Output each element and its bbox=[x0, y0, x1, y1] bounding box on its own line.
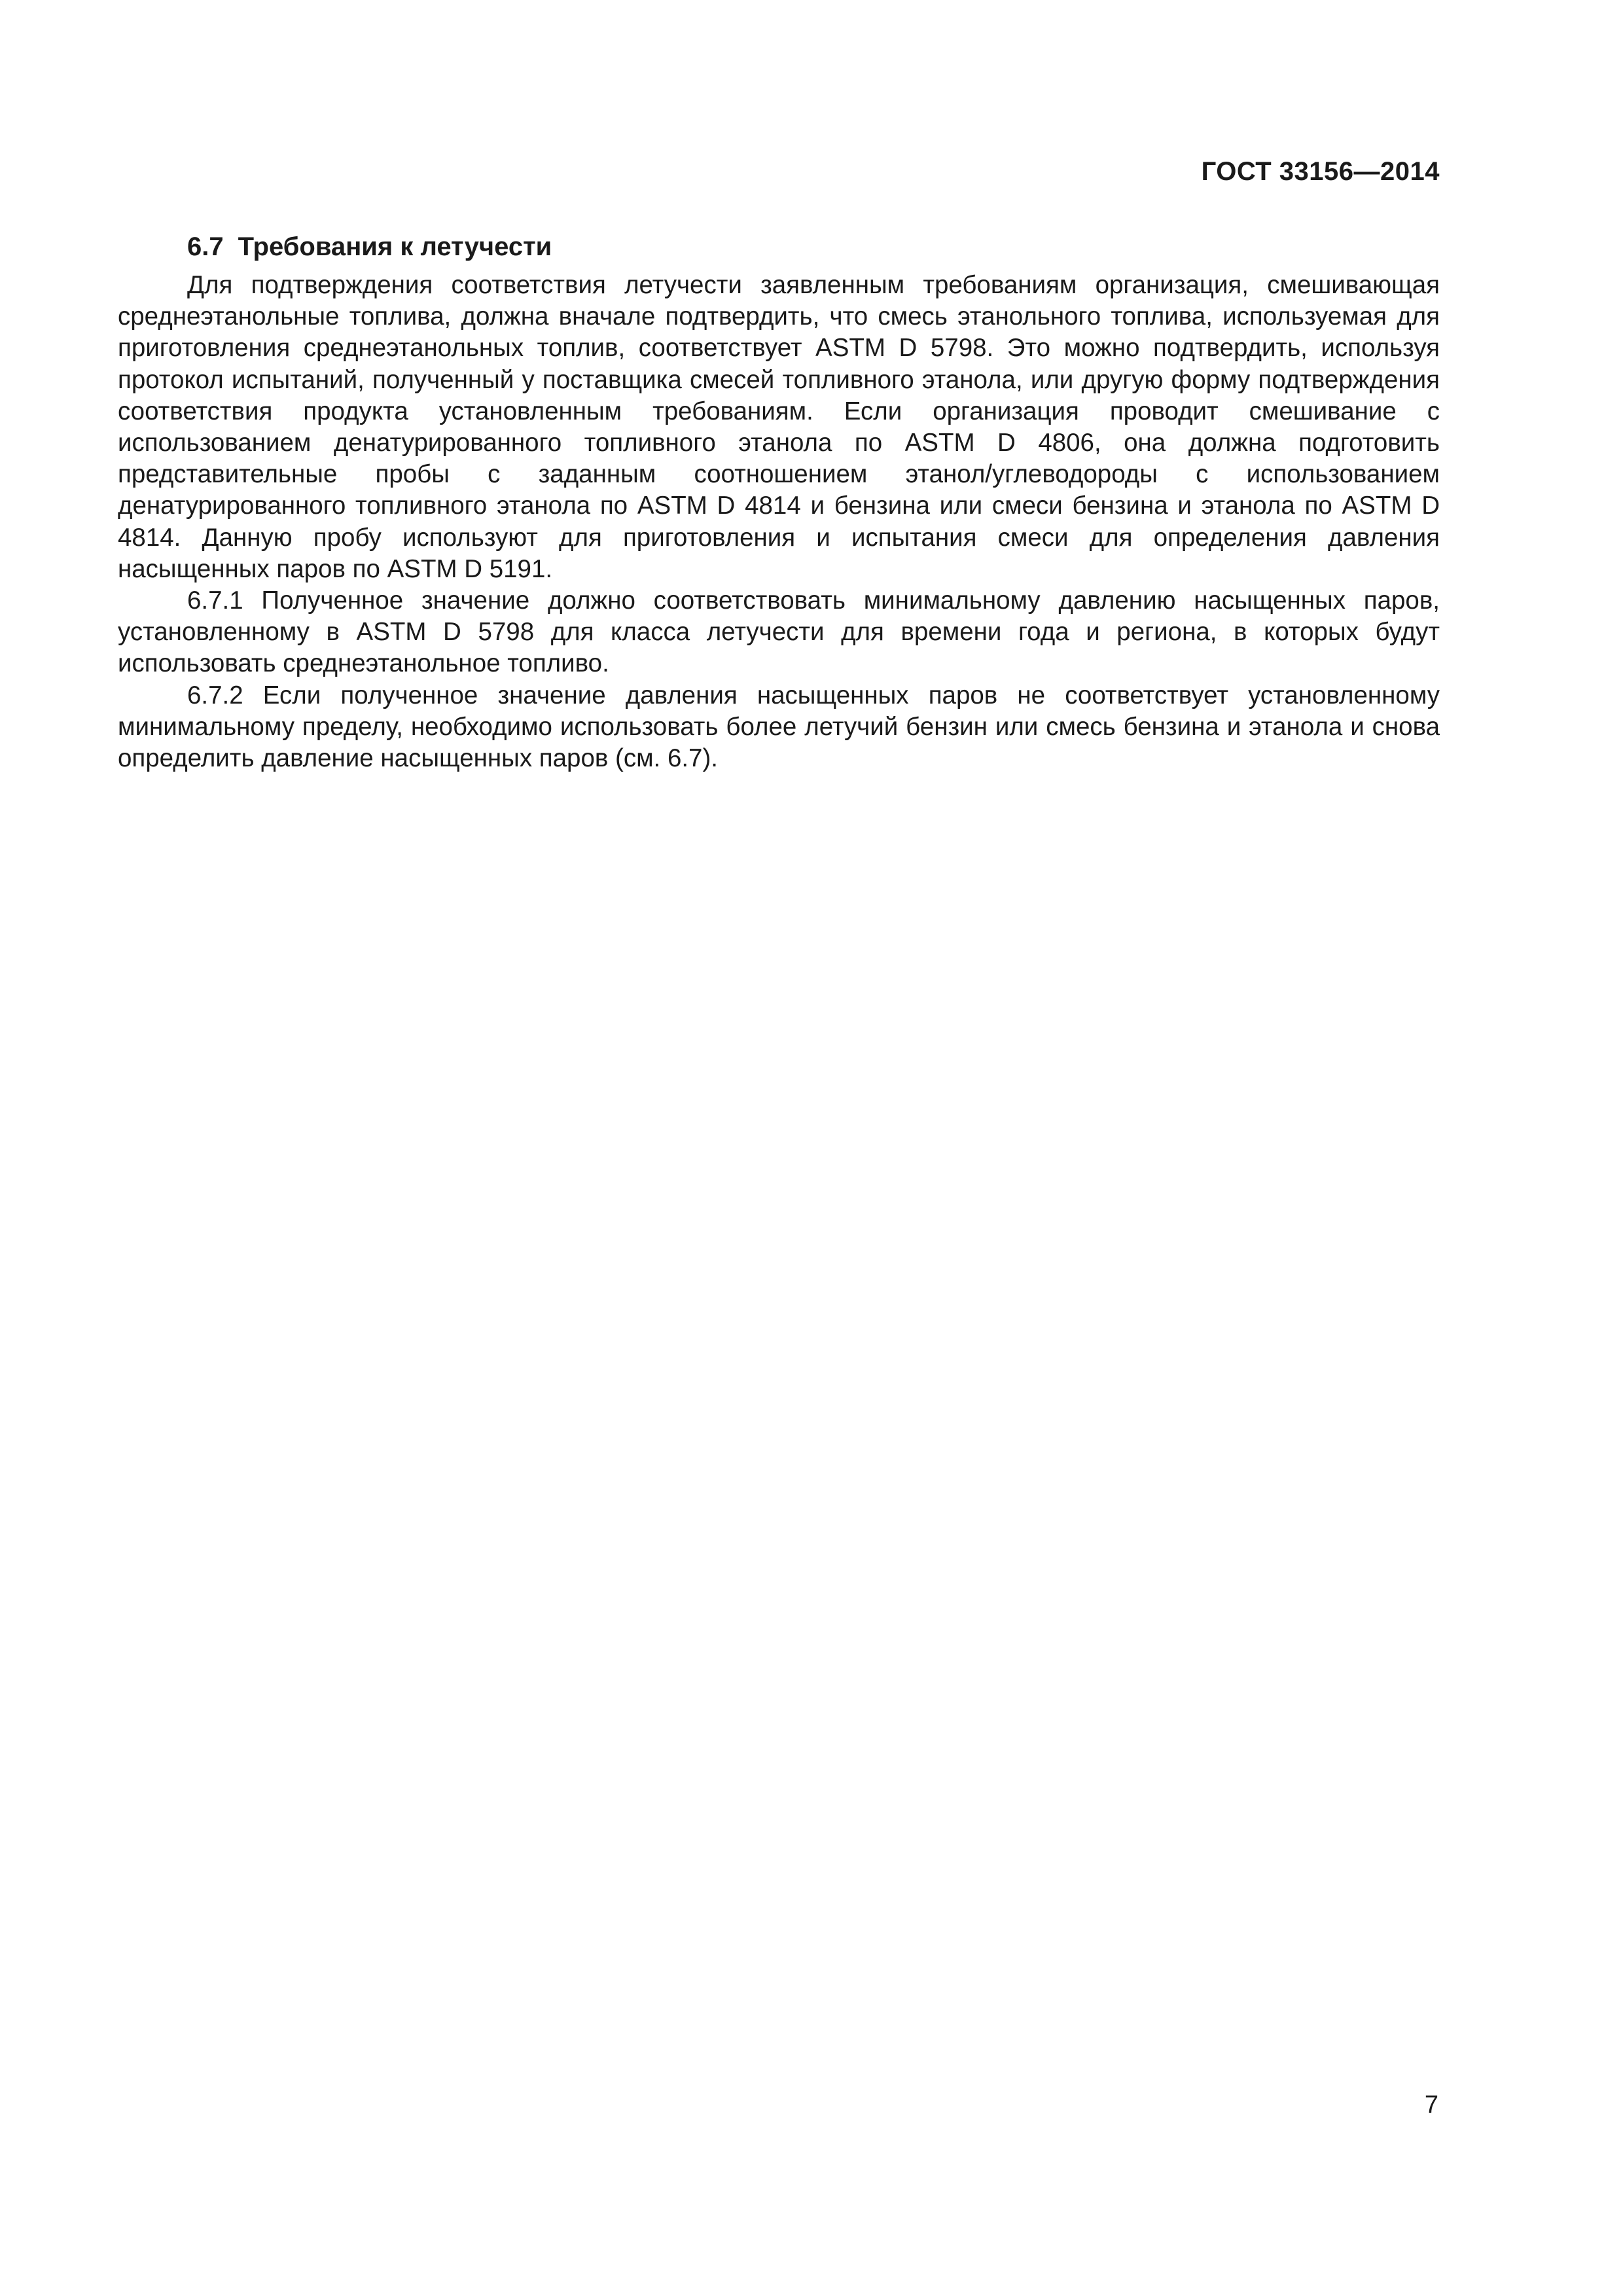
page-number: 7 bbox=[1424, 2091, 1438, 2119]
document-body bbox=[118, 230, 1440, 774]
paragraph-6-7-2: 6.7.2 Если полученное значение давления насыщенных паров не соответствует установленному минимальному пределу, необходимо использовать более летучий бензин или смесь бензина и этанола и снова определить давление насыщенных паров (см. 6.7). bbox=[118, 681, 1440, 773]
paragraph-intro: Для подтверждения соответствия летучести заявленным требованиям организация, смешивающая среднеэтанольные топлива, должна вначале подтвердить, что смесь этанольного топлива, используемая для приготовления среднеэтанольных топлив, соответствует ASTM D 5798. Это можно подтвердить, используя протокол испытаний, полученный у поставщика смесей топливного этанола, или другую форму подтверждения соответствия продукта установленным требованиям. Если организация проводит смешивание с использованием денатурированного топливного этанола по ASTM D 4806, она должна подготовить представительные пробы с заданным соотношением этанол/углеводороды с использованием денатурированного топливного этанола по ASTM D 4814 и бензина или смеси бензина и этанола по ASTM D 4814. Данную пробу используют для приготовления и испытания смеси для определения давления насыщенных паров по ASTM D 5191. bbox=[118, 271, 1440, 583]
paragraph-6-7-1: 6.7.1 Полученное значение должно соответствовать минимальному давлению насыщенных паров, установленному в ASTM D 5798 для класса летучести для времени года и региона, в которых будут использовать среднеэтанольное топливо. bbox=[118, 586, 1440, 678]
section-number: 6.7 bbox=[187, 232, 224, 261]
section-heading bbox=[118, 230, 1440, 263]
standard-code-header: ГОСТ 33156—2014 bbox=[1201, 157, 1440, 186]
section-title: Требования к летучести bbox=[238, 232, 552, 261]
